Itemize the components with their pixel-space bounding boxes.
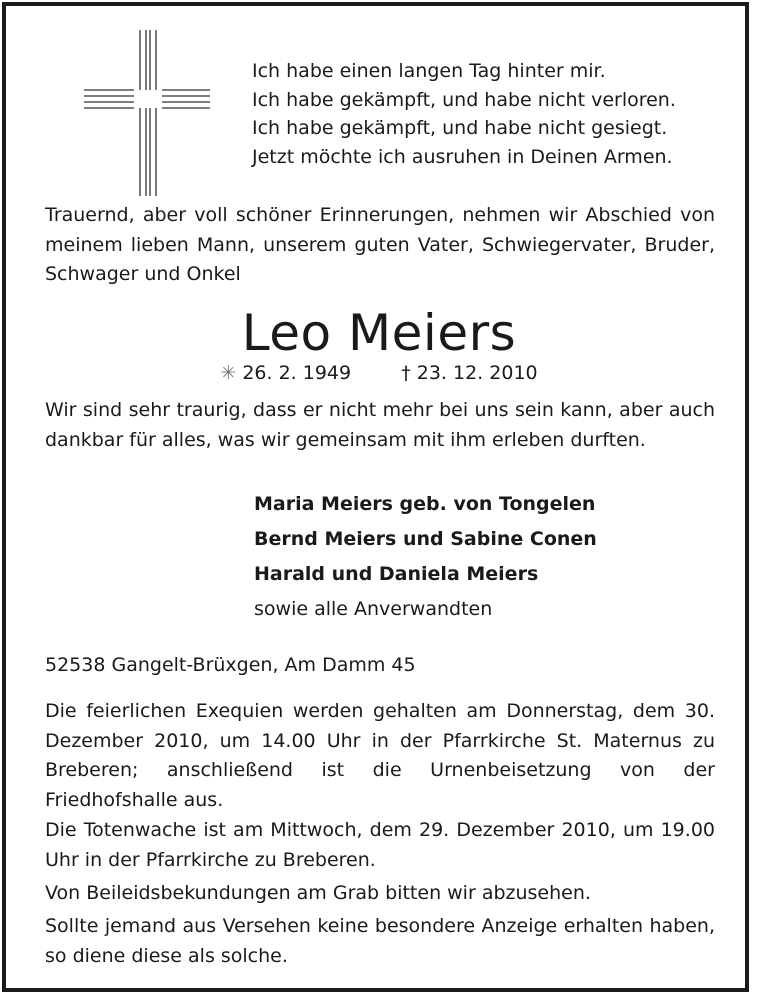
family-list	[254, 487, 597, 627]
family-member: Harald und Daniela Meiers	[254, 563, 539, 585]
poem-line: Ich habe gekämpft, und habe nicht gesiegt.	[252, 117, 668, 139]
double-line-cross-icon	[84, 30, 210, 196]
poem	[252, 57, 676, 171]
life-dates	[0, 358, 758, 388]
condolences-text: Von Beileidsbekundungen am Grab bitten wir abzusehen.	[45, 882, 591, 904]
vigil-text: Die Totenwache ist am Mittwoch, dem 29. Dezember 2010, um 19.00 Uhr in der Pfarrkirche zu Breberen.	[45, 819, 715, 871]
death-cross-icon: †	[401, 362, 411, 384]
family-member: Bernd Meiers und Sabine Conen	[254, 528, 597, 550]
poem-line: Ich habe einen langen Tag hinter mir.	[252, 60, 606, 82]
death-date: 23. 12. 2010	[416, 362, 538, 384]
birth-date: 26. 2. 1949	[242, 362, 352, 384]
family-member: Maria Meiers geb. von Tongelen	[254, 493, 596, 515]
poem-line: Jetzt möchte ich ausruhen in Deinen Armen.	[252, 145, 673, 168]
other-relatives: sowie alle Anverwandten	[254, 598, 493, 620]
deceased-name: Leo Meiers	[241, 304, 517, 362]
funeral-text: Die feierlichen Exequien werden gehalten am Donnerstag, dem 30. Dezember 2010, um 14.00 Uhr in der Pfarrkirche St. Maternus zu Breberen; anschließend ist die Urnenbeisetzung von der Friedhofshalle aus.	[45, 700, 715, 811]
address: 52538 Gangelt-Brüxgen, Am Damm 45	[45, 654, 416, 676]
notice-text: Sollte jemand aus Versehen keine besondere Anzeige erhalten haben, so diene diese als solche.	[45, 915, 715, 967]
birth-star-icon: ✳	[220, 362, 237, 384]
poem-line: Ich habe gekämpft, und habe nicht verloren.	[252, 88, 676, 111]
message-text: Wir sind sehr traurig, dass er nicht mehr bei uns sein kann, aber auch dankbar für alles, was wir gemeinsam mit ihm erleben durften.	[45, 399, 715, 451]
intro-text: Trauernd, aber voll schöner Erinnerungen, nehmen wir Abschied von meinem lieben Mann, unserem guten Vater, Schwiegervater, Bruder, Schwager und Onkel	[45, 204, 715, 285]
